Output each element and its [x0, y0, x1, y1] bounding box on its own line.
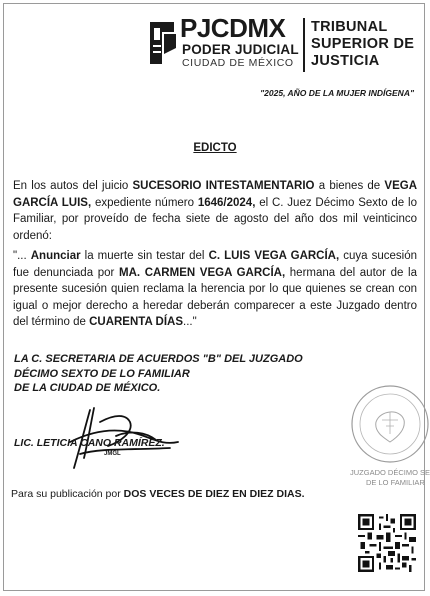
qr-code-icon: [358, 514, 416, 572]
text-run: a bienes de: [314, 180, 385, 192]
logo-subtitle: PODER JUDICIAL: [182, 42, 299, 57]
text-run: Para su publicación por: [11, 488, 124, 500]
secretary-block: [14, 352, 303, 396]
text-run: expediente número: [91, 196, 198, 209]
logo-wordmark: PJCDMX: [180, 13, 286, 43]
bold-run: CUARENTA DÍAS: [89, 316, 183, 328]
typist-initials: JMGL: [104, 451, 121, 457]
secretary-line: DE LA CIUDAD DE MÉXICO.: [14, 382, 161, 394]
text-run: ...": [183, 316, 197, 328]
bold-run: VEGA GARCÍA LUIS,: [13, 180, 417, 209]
tribunal-name: [311, 19, 414, 70]
secretary-line: LA C. SECRETARIA DE ACUERDOS "B" DEL JUZGADO: [14, 353, 303, 365]
bold-run: SUCESORIO INTESTAMENTARIO: [132, 180, 315, 192]
text-run: el C. Juez Décimo Sexto de lo Familiar, por proveído de fecha siete de agosto del año dos mil veinticinco ordenó:: [13, 196, 417, 242]
tribunal-line: TRIBUNAL: [311, 19, 388, 35]
publication-note: [11, 488, 305, 500]
tribunal-line: JUSTICIA: [311, 53, 380, 69]
signer-name: LIC. LETICIA CANO RAMÍREZ.: [14, 437, 165, 449]
paragraph-order: [13, 248, 417, 331]
text-run: hermana del autor de la presente sucesión quien reclama la herencia por lo que quienes se crean con igual o mejor derecho a heredar deberán comparecer a este Juzgado dentro del término de: [13, 266, 418, 328]
seal-line: DE LO FAMILIAR: [366, 478, 425, 487]
pjcdmx-emblem-icon: [148, 18, 178, 68]
seal-line: JUZGADO DÉCIMO SE: [350, 468, 430, 477]
year-motto: "2025, AÑO DE LA MUJER INDÍGENA": [260, 88, 414, 98]
paragraph-intro: [13, 178, 417, 244]
text-run: la muerte sin testar del: [80, 250, 209, 262]
bold-run: C. LUIS VEGA GARCÍA,: [208, 250, 340, 262]
text-run: En los autos del juicio: [13, 180, 133, 192]
court-seal-icon: [346, 382, 430, 502]
bold-run: Anunciar: [30, 250, 81, 262]
bold-run: 1646/2024,: [197, 196, 256, 209]
tribunal-line: SUPERIOR DE: [311, 36, 415, 52]
secretary-line: DÉCIMO SEXTO DE LO FAMILIAR: [14, 367, 190, 380]
text-run: "...: [13, 250, 31, 262]
header-divider: [303, 18, 305, 72]
bold-run: DOS VECES DE DIEZ EN DIEZ DIAS.: [123, 488, 305, 500]
text-run: cuya sucesión fue denunciada por: [13, 250, 418, 279]
bold-run: MA. CARMEN VEGA GARCÍA,: [118, 266, 286, 279]
document-title: EDICTO: [193, 142, 237, 154]
logo-city: CIUDAD DE MÉXICO: [182, 57, 294, 69]
